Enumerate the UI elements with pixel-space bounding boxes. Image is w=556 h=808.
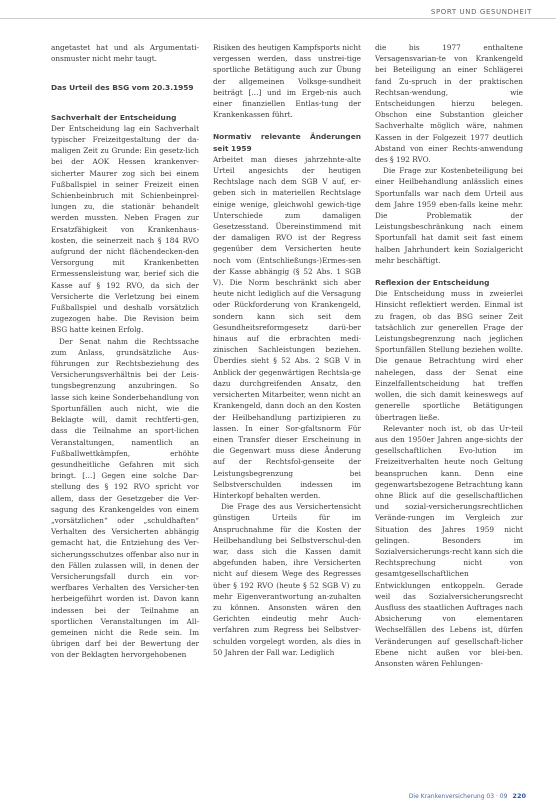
text-column-3 <box>375 42 523 669</box>
paragraph: Relevanter noch ist, ob das Ur-teil aus den 1950er Jahren ange-sichts der gesellschaftlichen Evo-lution im Freizeitverhalten heute noch Geltung beanspruchen kann. Denn eine gegenwartsbezogene Betrachtung kann ohne Blick auf die gesellschaftlichen und sozial-versicherungsrechtlichen Verände-rungen im Vergleich zur Situation des Jahres 1959 nicht gelingen. Besonders im Sozialversicherungs-recht kann sich die Rechtsprechung nicht von gesamtgesellschaftlichen Entwicklungen entkoppeln. Gerade weil das Sozialversicherungsrecht Ausfluss des staatlichen Auftrages nach Absicherung von elementaren Wechselfällen des Lebens ist, dürfen Veränderungen auf gesellschaft-licher Ebene nicht außen vor blei-ben. Ansonsten wären Fehlungen- <box>375 423 523 668</box>
paragraph: Der Senat nahm die Rechtssache zum Anlass, grundsätzliche Aus-führungen zur Rechtsbeziehung des Versicherungsverhältnis bei der Leis-tungsbegrenzung anzubringen. So lasse sich keine Sonderbehandlung von Sportunfällen auch nicht, wie die Beklagte will, damit rechtferti-gen, dass die Teilnahme an sport-lichen Veranstaltungen, namentlich an Fußballwettkämpfen, erhöhte gesundheitliche Gefahren mit sich bringt. […] Gegen eine solche Dar-stellung des § 192 RVO spricht vor allem, dass der Gesetzgeber die Ver-sagung des Krankengeldes von einem „vorsätzlichen“ oder „schuldhaften“ Verhalten des Versicherten abhängig gemacht hat, die Entziehung des Ver-sicherungsschutzes offenbar also nur in den Fällen zulassen will, in denen der Versicherungsfall durch ein vor-werfbares Verhalten des Versicher-ten herbeigeführt worden ist. Davon kann indessen bei der Teilnahme an sportlichen Veranstaltungen im All-gemeinen nicht die Rede sein. Im übrigen darf bei der Bewertung der von der Beklagten hervorgehobenen <box>51 336 199 660</box>
paragraph: Der Entscheidung lag ein Sachverhalt typischer Freizeitgestaltung der da-maligen Zeit zu Grunde: Ein gesetz-lich bei der AOK Hessen krankenver-sicherter Maurer zog sich bei einem Fußballspiel in seiner Freizeit einen Schienbeinbruch mit Schienbeinprel-lungen zu, die stationär behandelt werden mussten. Neben Fragen zur Ersatzfähigkeit von Krankenhaus-kosten, die seinerzeit nach § 184 RVO aufgrund der nicht flächendecken-den Versorgung mit Krankenbetten Ermessensleistung war, berief sich die Kasse auf § 192 RVO, da sich der Versicherte die Verletzung bei einem Fußballspiel und deshalb vorsätzlich zugezogen habe. Die Revision beim BSG hatte keinen Erfolg. <box>51 123 199 335</box>
subsection-heading: Normativ relevante Änderungen seit 1959 <box>213 132 361 153</box>
paragraph: Die Entscheidung muss in zweierlei Hinsicht reflektiert werden. Einmal ist zu fragen, ob das BSG seiner Zeit tatsächlich zur generellen Frage der Leistungsbegrenzung nach jeglichen Sportunfällen Stellung beziehen wollte. Die genaue Betrachtung wird eher nahelegen, dass der Senat eine Einzelfallentscheidung hat treffen wollen, die sich damit keineswegs auf generelle sportliche Betätigungen übertragen ließe. <box>375 289 523 422</box>
page-header <box>0 0 556 20</box>
journal-name: Die Krankenversicherung 03 · 09 <box>408 793 508 800</box>
paragraph: Die Frage zur Kostenbeteiligung bei einer Heilbehandlung anlässlich eines Sportunfalls war nach dem Urteil aus dem Jahre 1959 eben-falls keine mehr. Die Problematik der Leistungsbeschränkung nach einem Sportunfall hat damit seit fast einem halben Jahrhundert kein Sozialgericht mehr beschäftigt. <box>375 166 523 265</box>
subsection-heading: Reflexion der Entscheidung <box>375 278 490 288</box>
text-column-2 <box>213 42 361 658</box>
paragraph: Die Frage des aus Versichertensicht günstigen Urteils für im Anspruchnahme für die Kosten der Heilbehandlung bei Selbstverschul-den war, dass sich die Kassen damit abgefunden haben, ihre Versicherten nicht auf diesem Wege des Regresses über § 192 RVO (heute § 52 SGB V) zu mehr Eigenverantwortung an-zuhalten zu können. Ansonsten wären den Gerichten eindeutig mehr Auch-verfahren zum Regress bei Selbstver-schulden vorgelegt worden, als dies in 50 Jahren der Fall war. Lediglich <box>213 502 361 657</box>
paragraph: Arbeitet man dieses jahrzehnte-alte Urteil angesichts der heutigen Rechtslage nach dem SGB V auf, er-geben sich in materiellen Rechtslage einige wenige, gleichwohl gewich-tige Unterschiede zum damaligen Gesetzesstand. Übereinstimmend mit der damaligen RVO ist der Regress gegenüber dem Versicherten heute noch vom (Entschließungs-)Ermes-sen der Kasse abhängig (§ 52 Abs. 1 SGB V). Die Norm beschränkt sich aber heute nicht lediglich auf die Versagung oder Rückforderung von Krankengeld, sondern kann sich seit dem Gesundheitsreformgesetz darü-ber hinaus auf die erbrachten medi-zinischen Sachleistungen beziehen. Überdies sieht § 52 Abs. 2 SGB V in Anblick der gegenwärtigen Rechtsla-ge dazu durchgreifenden Ansatz, den versicherten Mitarbeiter, wenn nicht an Krankengeld, dann doch an den Kosten der Heilbehandlung partizipieren zu lassen. In einer Sor-gfaltsnorm Für einen Transfer dieser Erscheinung in die Gegenwart muss diese Änderung auf der Rechtsfol-genseite der Leistungsbegrenzung bei Selbstverschulden indessen im Hinterkopf behalten werden. <box>213 154 361 500</box>
paragraph: angetastet hat und als Argumentati-onsmuster nicht mehr taugt. <box>51 43 199 64</box>
paragraph: die bis 1977 enthaltene Versagensvarian-te von Krankengeld bei Beteiligung an einer Schlägerei fand Zu-spruch in der praktischen Rechtsan-wendung, wie Entscheidungen hierzu belegen. Obschon eine Substantion gleicher Sachverhalte möglich wäre, nahmen Kassen in der Folgezeit 1977 deutlich Abstand von einer Rechts-anwendung des § 192 RVO. <box>375 43 523 165</box>
page-footer <box>409 792 526 800</box>
header-divider <box>0 18 556 19</box>
text-column-1 <box>51 42 199 661</box>
page-number: 220 <box>512 792 526 800</box>
section-title: SPORT UND GESUNDHEIT <box>430 8 532 16</box>
subsection-heading: Sachverhalt der Entscheidung <box>51 112 177 122</box>
section-heading: Das Urteil des BSG vom 20.3.1959 <box>51 83 194 93</box>
paragraph: Risiken des heutigen Kampfsports nicht vergessen werden, dass unstrei-tige sportliche Betätigung auch zur Übung der allgemeinen Volksge-sundheit beiträgt […] und im Ergeb-nis auch einer finanziellen Entlas-tung der Krankenkassen führt. <box>213 43 361 120</box>
